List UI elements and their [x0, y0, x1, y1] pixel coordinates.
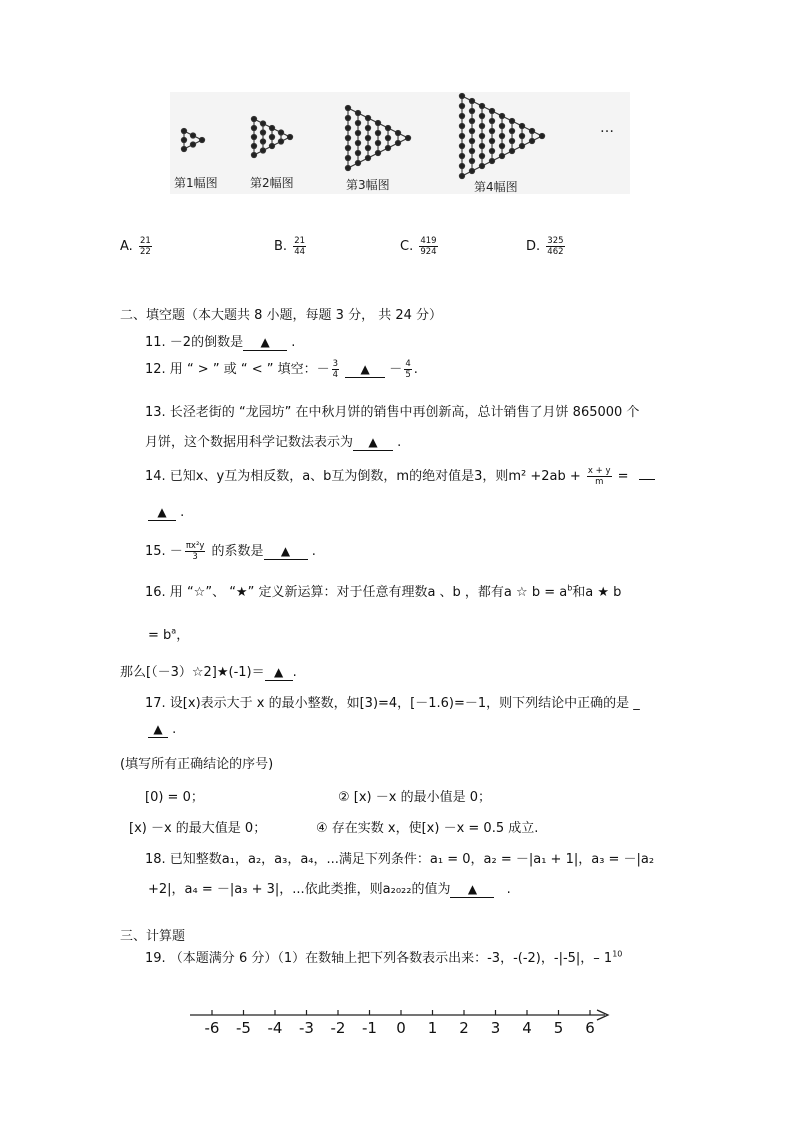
- pattern-dot: [479, 123, 484, 128]
- pattern-dot: [519, 123, 524, 128]
- pattern-dot: [269, 143, 274, 148]
- pattern-dot: [489, 138, 494, 143]
- pattern-dot: [365, 135, 370, 140]
- figure-ellipsis: …: [600, 120, 614, 136]
- option-a: A. $\frac{21}{22}$: [120, 236, 151, 257]
- pattern-dot: [260, 130, 265, 135]
- pattern-dot: [499, 153, 504, 158]
- number-line-label: -1: [362, 1019, 377, 1037]
- pattern-dot: [375, 150, 380, 155]
- pattern-dot: [385, 125, 390, 130]
- pattern-dot: [365, 145, 370, 150]
- pattern-dot: [251, 125, 256, 130]
- pattern-dot: [469, 158, 474, 163]
- question-17-hint: (填写所有正确结论的序号): [120, 757, 274, 772]
- dot-pattern-figure: [170, 92, 630, 194]
- section-3-title: 三、计算题: [120, 929, 186, 944]
- pattern-dot: [355, 120, 360, 125]
- option-d: D. $\frac{325}{462}$: [526, 236, 564, 257]
- pattern-dot: [509, 138, 514, 143]
- figure-caption-1: 第1幅图: [174, 176, 218, 190]
- question-16-line-3: 那么[（－3）☆2]★(-1)＝ ▲ .: [120, 665, 297, 680]
- pattern-dot: [529, 138, 534, 143]
- pattern-dot: [489, 158, 494, 163]
- pattern-dot: [489, 118, 494, 123]
- pattern-dot: [459, 153, 464, 158]
- pattern-dot: [459, 143, 464, 148]
- number-line: [180, 1005, 620, 1039]
- question-13-line-2: 月饼，这个数据用科学记数法表示为 ▲ .: [145, 435, 402, 450]
- number-line-label: -2: [330, 1019, 346, 1037]
- pattern-dot: [479, 113, 484, 118]
- question-13-line-1: 13. 长泾老街的 “龙园坊” 在中秋月饼的销售中再创新高，总计销售了月饼 865000 个: [145, 405, 640, 420]
- pattern-dot: [469, 128, 474, 133]
- pattern-dot: [489, 148, 494, 153]
- pattern-dot: [355, 150, 360, 155]
- question-17-choice-2: ② [x) －x 的最小值是 0；: [338, 790, 491, 805]
- pattern-dot: [181, 146, 186, 151]
- question-16-line-2: = $b^a$，: [148, 626, 190, 643]
- pattern-dot: [489, 108, 494, 113]
- pattern-dot: [479, 163, 484, 168]
- pattern-dot: [459, 113, 464, 118]
- pattern-dot: [181, 128, 186, 133]
- number-line-label: 6: [585, 1019, 595, 1037]
- pattern-dot: [260, 139, 265, 144]
- pattern-dot: [509, 128, 514, 133]
- pattern-dot: [459, 173, 464, 178]
- pattern-dot: [509, 118, 514, 123]
- number-line-label: 2: [459, 1019, 469, 1037]
- pattern-dot: [529, 128, 534, 133]
- pattern-dot: [345, 105, 350, 110]
- question-14: 14. 已知x、y互为相反数，a、b互为倒数，m的绝对值是3，则m² +2ab + $\frac{x + y}{m}$ =: [145, 465, 655, 487]
- pattern-dot: [260, 121, 265, 126]
- question-18-line-2: +2|，a₄ = －|a₃ + 3|，...依此类推，则a₂₀₂₂的值为 ▲ .: [148, 882, 511, 897]
- question-12: 12. 用 “ > ” 或 “ < ” 填空：－ $\frac{3}{4}$ ▲ － $\frac{4}{5}$ .: [145, 359, 418, 380]
- pattern-dot: [469, 98, 474, 103]
- pattern-dot: [355, 110, 360, 115]
- question-18-line-1: 18. 已知整数a₁，a₂，a₃，a₄，...满足下列条件：a₁ = 0，a₂ = －|a₁ + 1|，a₃ = －|a₂: [145, 852, 655, 867]
- pattern-dot: [365, 155, 370, 160]
- question-11: 11. －2的倒数是 ▲ .: [145, 335, 296, 350]
- pattern-dot: [278, 130, 283, 135]
- pattern-dot: [375, 120, 380, 125]
- pattern-dot: [459, 123, 464, 128]
- option-b: B. $\frac{21}{44}$: [274, 236, 306, 257]
- pattern-dot: [365, 115, 370, 120]
- pattern-dot: [355, 130, 360, 135]
- number-line-label: -3: [299, 1019, 314, 1037]
- pattern-dot: [375, 130, 380, 135]
- pattern-dot: [345, 165, 350, 170]
- question-19: 19. （本题满分 6 分）（1）在数轴上把下列各数表示出来：-3，-(-2)，-|-5|，– $1^{10}$: [145, 949, 623, 966]
- pattern-dot: [345, 155, 350, 160]
- pattern-dot: [469, 108, 474, 113]
- pattern-dot: [251, 143, 256, 148]
- pattern-dot: [269, 125, 274, 130]
- question-17-choice-1: [0) = 0；: [145, 790, 204, 805]
- pattern-dot: [385, 145, 390, 150]
- pattern-dot: [260, 148, 265, 153]
- pattern-dot: [251, 134, 256, 139]
- number-line-label: 5: [553, 1019, 564, 1037]
- pattern-dot: [278, 139, 283, 144]
- pattern-dot: [519, 143, 524, 148]
- question-17-blank: ▲ .: [148, 722, 176, 738]
- pattern-dot: [345, 115, 350, 120]
- question-16-line-1: 16. 用 “☆”、 “★” 定义新运算：对于任意有理数a 、b ，都有a ☆ $b = a^b$和a ★ b: [145, 583, 622, 600]
- pattern-dot: [345, 145, 350, 150]
- pattern-dot: [287, 134, 292, 139]
- pattern-dot: [509, 148, 514, 153]
- pattern-dot: [395, 130, 400, 135]
- pattern-dot: [469, 118, 474, 123]
- pattern-dot: [345, 135, 350, 140]
- pattern-dot: [459, 93, 464, 98]
- pattern-dot: [459, 103, 464, 108]
- number-line-label: 3: [490, 1019, 501, 1037]
- pattern-dot: [355, 140, 360, 145]
- pattern-dot: [489, 128, 494, 133]
- pattern-dot: [190, 133, 195, 138]
- figure-caption-2: 第2幅图: [250, 176, 294, 190]
- pattern-dot: [365, 125, 370, 130]
- pattern-dot: [385, 135, 390, 140]
- pattern-dot: [539, 133, 544, 138]
- number-line-label: 1: [427, 1019, 438, 1037]
- section-2-title: 二、填空题（本大题共 8 小题，每题 3 分， 共 24 分）: [120, 308, 443, 323]
- figure-caption-3: 第3幅图: [346, 178, 390, 192]
- pattern-dot: [190, 142, 195, 147]
- number-line-label: 0: [396, 1019, 406, 1037]
- pattern-dot: [479, 133, 484, 138]
- question-17-line-1: 17. 设[x)表示大于 x 的最小整数，如[3)=4，[－1.6)=－1，则下列结论中正确的是 _: [145, 696, 640, 711]
- pattern-dot: [459, 133, 464, 138]
- option-c: C. $\frac{419}{924}$: [400, 236, 437, 257]
- pattern-dot: [479, 153, 484, 158]
- pattern-dot: [519, 133, 524, 138]
- pattern-dot: [405, 135, 410, 140]
- pattern-dot: [251, 116, 256, 121]
- pattern-dot: [181, 137, 186, 142]
- pattern-dot: [479, 103, 484, 108]
- pattern-dot: [499, 143, 504, 148]
- number-line-label: -5: [236, 1019, 251, 1037]
- question-17-choice-4: ④ 存在实数 x，使[x) －x = 0.5 成立.: [316, 821, 539, 836]
- number-line-label: -6: [204, 1019, 220, 1037]
- question-17-choice-3: [x) －x 的最大值是 0；: [129, 821, 267, 836]
- figure-caption-4: 第4幅图: [474, 180, 518, 194]
- pattern-dot: [499, 133, 504, 138]
- pattern-dot: [469, 168, 474, 173]
- question-14-blank: ▲ .: [148, 505, 184, 521]
- pattern-dot: [375, 140, 380, 145]
- pattern-dot: [251, 152, 256, 157]
- number-line-label: -4: [267, 1019, 283, 1037]
- pattern-dot: [469, 148, 474, 153]
- pattern-dot: [395, 140, 400, 145]
- pattern-dot: [479, 143, 484, 148]
- pattern-dot: [459, 163, 464, 168]
- pattern-dot: [499, 123, 504, 128]
- pattern-dot: [345, 125, 350, 130]
- pattern-dot: [269, 134, 274, 139]
- pattern-dot: [469, 138, 474, 143]
- question-15: 15. － $\frac{\text{πx²y}}{3}$ 的系数是 ▲ .: [145, 541, 316, 562]
- pattern-dot: [355, 160, 360, 165]
- number-line-label: 4: [522, 1019, 532, 1037]
- pattern-dot: [499, 113, 504, 118]
- pattern-dot: [199, 137, 204, 142]
